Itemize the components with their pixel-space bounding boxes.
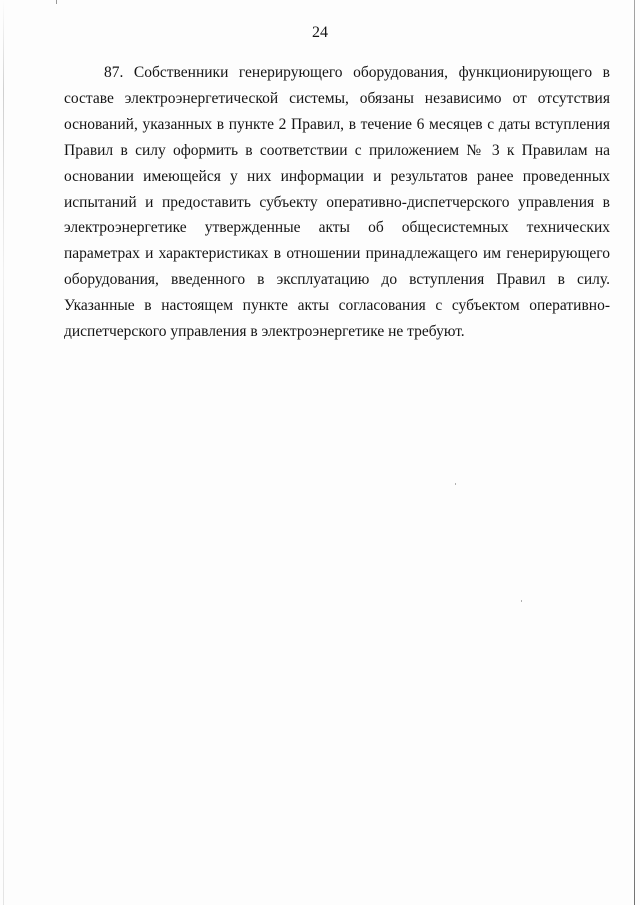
- scan-edge-right: [634, 0, 635, 905]
- paragraph-87: 87. Собственники генерирующего оборудования, функционирующего в составе электроэнергетической системы, обязаны независимо от отсутствия оснований, указанных в пункте 2 Правил, в течение 6 месяцев с даты вступления Правил в силу оформить в соответствии с приложением № 3 к Правилам на основании имеющейся у них информации и результатов ранее проведенных испытаний и предоставить субъекту оперативно-диспетчерского управления в электроэнергетике утвержденные акты об общесистемных технических параметрах и характеристиках в отношении принадлежащего им генерирующего оборудования, введенного в эксплуатацию до вступления Правил в силу. Указанные в настоящем пункте акты согласования с субъектом оперативно-диспетчерского управления в электроэнергетике не требуют.: [64, 64, 610, 341]
- page-number: 24: [312, 24, 328, 41]
- scan-speck: [521, 600, 522, 602]
- scan-edge-top: [56, 0, 57, 4]
- scan-speck: [455, 483, 456, 485]
- scan-edge-left: [3, 0, 4, 905]
